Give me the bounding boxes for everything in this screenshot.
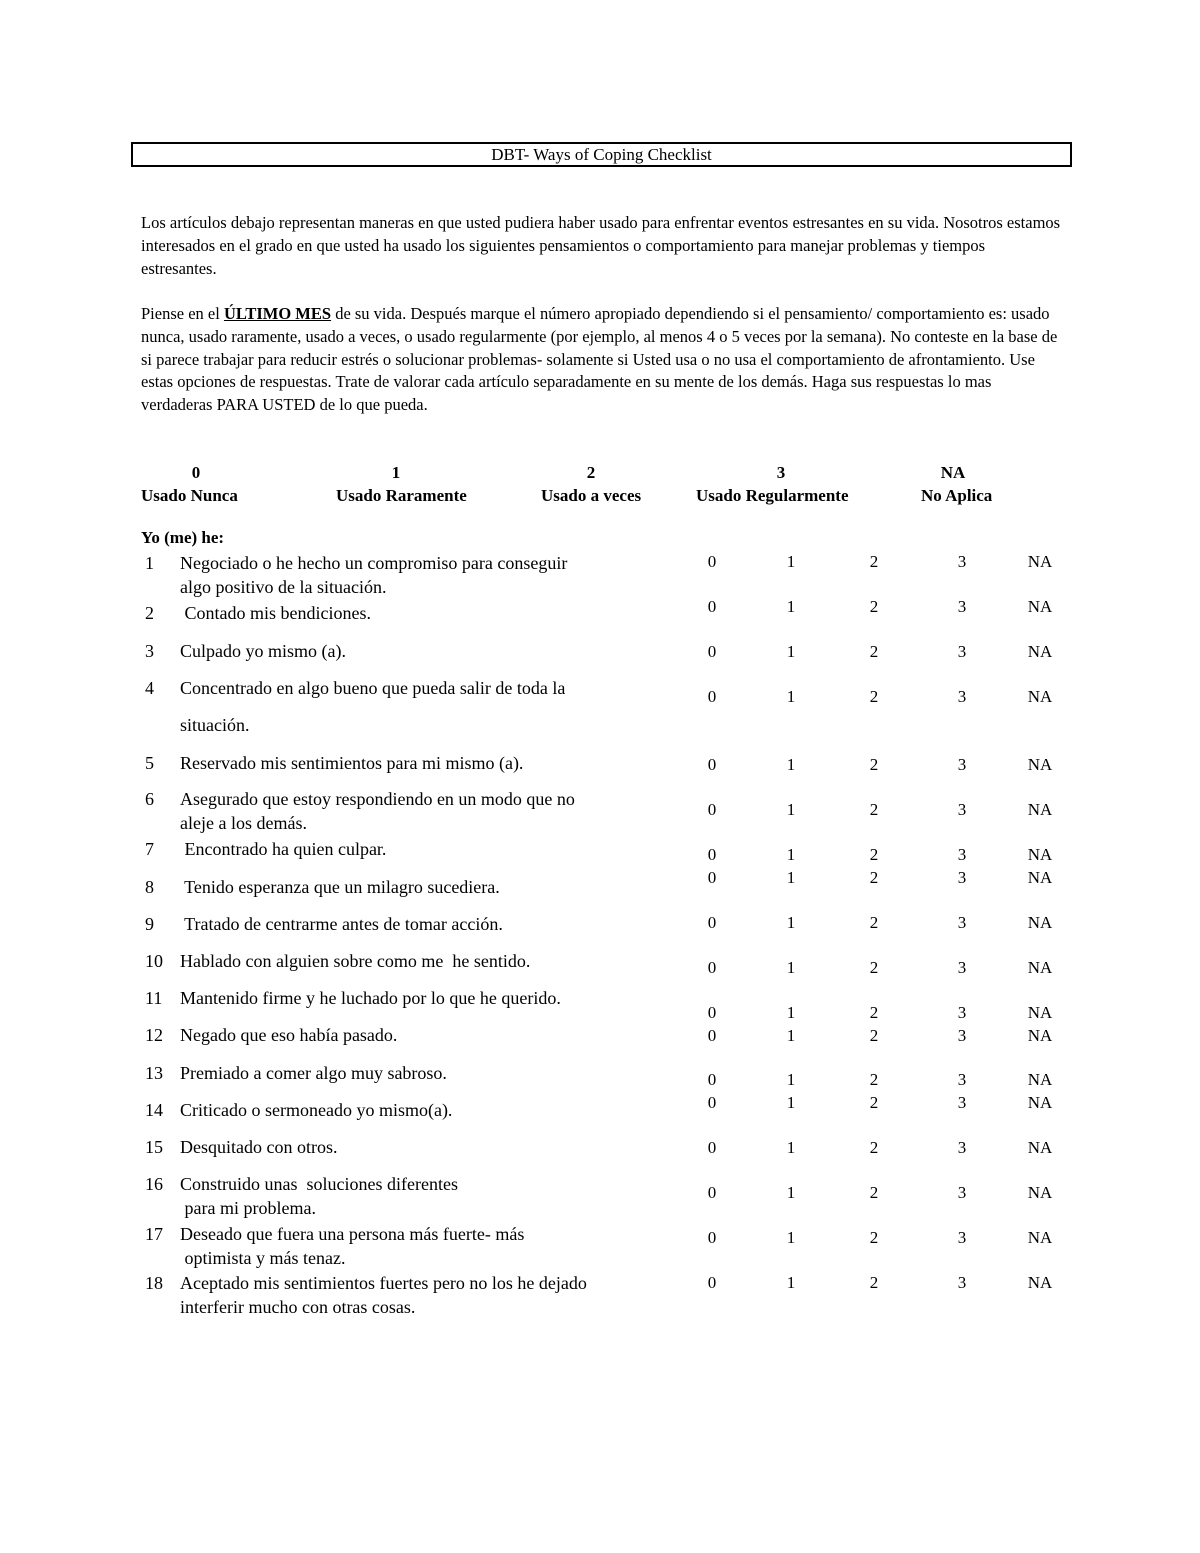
response-option-na[interactable]: NA [1027,845,1053,864]
item-text [180,1061,690,1085]
response-option-na[interactable]: NA [1027,1183,1053,1202]
response-option-1[interactable]: 1 [786,868,796,887]
item-text-line: Hablado con alguien sobre como me he sentido. [180,951,531,971]
response-option-2[interactable]: 2 [869,597,879,616]
item-number: 10 [145,951,163,971]
response-option-1[interactable]: 1 [786,597,796,616]
scale-label: Usado a veces [541,486,642,505]
item-text [180,949,690,973]
response-option-na[interactable]: NA [1027,800,1053,819]
response-option-1[interactable]: 1 [786,845,796,864]
response-option-3[interactable]: 3 [957,597,967,616]
item-text [180,837,690,861]
response-option-1[interactable]: 1 [786,552,796,571]
item-number: 6 [145,789,154,809]
item-text-line: Deseado que fuera una persona más fuerte- más [180,1224,525,1244]
item-text [180,875,690,899]
item-text-line: optimista y más tenaz. [180,1248,346,1268]
item-number: 14 [145,1100,163,1120]
item-text [180,787,690,835]
item-text [180,1172,690,1220]
item-number: 3 [145,641,154,661]
response-option-0[interactable]: 0 [707,1026,717,1045]
scale-label: No Aplica [921,486,993,505]
response-option-0[interactable]: 0 [707,1228,717,1247]
instructions-after: de su vida. Después marque el número apropiado dependiendo si el pensamiento/ comportamiento es: usado nunca, usado raramente, usado a veces, o usado regularmente (por ejemplo, al menos 4 o 5 veces por la semana). No conteste en la base de si parece trabajar para reducir estrés o solucionar problemas- solamente si Usted usa o no usa el comportamiento de afrontamiento. Use estas opciones de respuestas. Trate de valorar cada artículo separadamente en su mente de los demás. Haga sus respuestas lo mas verdaderas PARA USTED de lo que pueda. [141,304,1058,415]
response-option-3[interactable]: 3 [957,687,967,706]
response-option-2[interactable]: 2 [869,642,879,661]
response-option-1[interactable]: 1 [786,1003,796,1022]
response-option-1[interactable]: 1 [786,687,796,706]
item-number: 9 [145,914,154,934]
scale-value: 2 [586,463,596,482]
scale-option-3 [696,461,866,507]
response-option-na[interactable]: NA [1027,1093,1053,1112]
item-text-line: Aceptado mis sentimientos fuertes pero no los he dejado [180,1273,587,1293]
response-option-na[interactable]: NA [1027,958,1053,977]
item-text-line: aleje a los demás. [180,813,307,833]
response-option-0[interactable]: 0 [707,755,717,774]
response-option-2[interactable]: 2 [869,1228,879,1247]
scale-label: Usado Regularmente [696,486,849,505]
item-number: 1 [145,553,154,573]
scale-option-2 [541,461,641,507]
response-option-3[interactable]: 3 [957,755,967,774]
item-text [180,676,690,737]
response-option-na[interactable]: NA [1027,1003,1053,1022]
response-option-1[interactable]: 1 [786,1070,796,1089]
response-option-3[interactable]: 3 [957,1273,967,1292]
response-option-na[interactable]: NA [1027,1273,1053,1292]
scale-value: NA [940,463,966,482]
response-option-3[interactable]: 3 [957,1228,967,1247]
response-option-2[interactable]: 2 [869,1183,879,1202]
response-option-1[interactable]: 1 [786,800,796,819]
item-number: 2 [145,603,154,623]
response-option-2[interactable]: 2 [869,1003,879,1022]
item-text [180,912,690,936]
response-option-na[interactable]: NA [1027,642,1053,661]
response-option-3[interactable]: 3 [957,913,967,932]
item-text-line: Contado mis bendiciones. [180,603,371,623]
item-text-line: Premiado a comer algo muy sabroso. [180,1063,447,1083]
response-option-na[interactable]: NA [1027,687,1053,706]
item-text [180,1135,690,1159]
response-option-1[interactable]: 1 [786,1183,796,1202]
response-option-3[interactable]: 3 [957,958,967,977]
response-option-3[interactable]: 3 [957,1093,967,1112]
response-option-0[interactable]: 0 [707,913,717,932]
response-option-na[interactable]: NA [1027,1026,1053,1045]
item-text [180,751,690,775]
item-text-line: para mi problema. [180,1198,316,1218]
response-option-2[interactable]: 2 [869,1070,879,1089]
response-option-3[interactable]: 3 [957,1026,967,1045]
item-number: 8 [145,877,154,897]
response-option-2[interactable]: 2 [869,755,879,774]
scale-value: 0 [191,463,201,482]
response-option-0[interactable]: 0 [707,687,717,706]
instructions-before: Piense en el [141,304,224,323]
response-option-2[interactable]: 2 [869,687,879,706]
item-number: 11 [145,988,163,1008]
item-text-line: Criticado o sermoneado yo mismo(a). [180,1100,453,1120]
response-option-3[interactable]: 3 [957,1003,967,1022]
response-option-3[interactable]: 3 [957,845,967,864]
intro-text: Los artículos debajo representan maneras en que usted pudiera haber usado para enfrentar eventos estresantes en su vida. Nosotros estamos interesados en el grado en que usted ha usado los siguientes pensamientos o comportamiento para manejar problemas y tiempos estresantes. [141,213,1061,278]
response-option-na[interactable]: NA [1027,597,1053,616]
item-text-line: interferir mucho con otras cosas. [180,1297,416,1317]
response-option-2[interactable]: 2 [869,1026,879,1045]
response-option-0[interactable]: 0 [707,1273,717,1292]
scale-option-0 [141,461,251,507]
item-number: 4 [145,678,154,698]
item-text-line: Encontrado ha quien culpar. [180,839,387,859]
item-text-line: Construido unas soluciones diferentes [180,1174,458,1194]
response-option-1[interactable]: 1 [786,642,796,661]
item-text [180,601,690,625]
response-option-0[interactable]: 0 [707,800,717,819]
response-option-3[interactable]: 3 [957,868,967,887]
scale-label: Usado Nunca [141,486,238,505]
response-option-1[interactable]: 1 [786,1026,796,1045]
response-option-3[interactable]: 3 [957,1070,967,1089]
section-heading: Yo (me) he: [141,528,225,547]
response-option-0[interactable]: 0 [707,1093,717,1112]
item-text [180,639,690,663]
response-option-1[interactable]: 1 [786,755,796,774]
response-option-2[interactable]: 2 [869,868,879,887]
item-text [180,1222,690,1270]
item-number: 13 [145,1063,163,1083]
response-option-3[interactable]: 3 [957,642,967,661]
response-option-0[interactable]: 0 [707,845,717,864]
item-text-line: Tratado de centrarme antes de tomar acción. [180,914,503,934]
item-text-line: Culpado yo mismo (a). [180,641,346,661]
response-option-2[interactable]: 2 [869,1138,879,1157]
response-option-3[interactable]: 3 [957,1183,967,1202]
item-number: 5 [145,753,154,773]
response-option-1[interactable]: 1 [786,958,796,977]
response-option-0[interactable]: 0 [707,1070,717,1089]
scale-value: 3 [776,463,786,482]
item-number: 7 [145,839,154,859]
response-option-3[interactable]: 3 [957,1138,967,1157]
response-option-na[interactable]: NA [1027,913,1053,932]
instructions-emphasis: ÚLTIMO MES [223,304,332,323]
response-option-0[interactable]: 0 [707,642,717,661]
item-text-line: Concentrado en algo bueno que pueda salir de toda la [180,678,566,698]
instructions-paragraph [141,303,1061,417]
item-text [180,1098,690,1122]
intro-paragraph [141,212,1061,280]
item-text [180,1271,690,1319]
response-option-2[interactable]: 2 [869,1093,879,1112]
item-text-line: Tenido esperanza que un milagro sucediera. [180,877,500,897]
item-text [180,551,690,599]
item-text-line: Reservado mis sentimientos para mi mismo (a). [180,753,524,773]
response-option-2[interactable]: 2 [869,552,879,571]
response-option-1[interactable]: 1 [786,1138,796,1157]
scale-value: 1 [391,463,401,482]
response-option-1[interactable]: 1 [786,1273,796,1292]
item-number: 16 [145,1174,163,1194]
response-option-1[interactable]: 1 [786,913,796,932]
item-text-line: Negado que eso había pasado. [180,1025,398,1045]
response-option-0[interactable]: 0 [707,958,717,977]
item-text-line: situación. [180,715,250,735]
response-option-2[interactable]: 2 [869,800,879,819]
item-number: 15 [145,1137,163,1157]
response-option-na[interactable]: NA [1027,552,1053,571]
item-text-line: Desquitado con otros. [180,1137,338,1157]
response-option-na[interactable]: NA [1027,755,1053,774]
response-option-2[interactable]: 2 [869,958,879,977]
scale-option-1 [336,461,467,507]
item-text-line: Negociado o he hecho un compromiso para conseguir [180,553,568,573]
instructions-text [141,303,1061,417]
response-option-0[interactable]: 0 [707,597,717,616]
page-title: DBT- Ways of Coping Checklist [131,142,1072,167]
item-text [180,1023,690,1047]
response-option-0[interactable]: 0 [707,868,717,887]
item-text [180,986,690,1010]
response-option-na[interactable]: NA [1027,1070,1053,1089]
item-text-line: Asegurado que estoy respondiendo en un modo que no [180,789,575,809]
response-option-0[interactable]: 0 [707,1183,717,1202]
response-option-1[interactable]: 1 [786,1228,796,1247]
response-option-2[interactable]: 2 [869,845,879,864]
item-text-line: Mantenido firme y he luchado por lo que he querido. [180,988,561,1008]
response-option-3[interactable]: 3 [957,800,967,819]
item-number: 18 [145,1273,163,1293]
response-option-2[interactable]: 2 [869,1273,879,1292]
response-option-2[interactable]: 2 [869,913,879,932]
response-option-3[interactable]: 3 [957,552,967,571]
item-number: 12 [145,1025,163,1045]
item-number: 17 [145,1224,163,1244]
scale-option-na [921,461,992,507]
response-option-na[interactable]: NA [1027,868,1053,887]
item-text-line: algo positivo de la situación. [180,577,387,597]
response-option-na[interactable]: NA [1027,1228,1053,1247]
response-option-0[interactable]: 0 [707,552,717,571]
response-option-0[interactable]: 0 [707,1003,717,1022]
response-option-0[interactable]: 0 [707,1138,717,1157]
response-option-1[interactable]: 1 [786,1093,796,1112]
response-option-na[interactable]: NA [1027,1138,1053,1157]
scale-label: Usado Raramente [336,486,467,505]
